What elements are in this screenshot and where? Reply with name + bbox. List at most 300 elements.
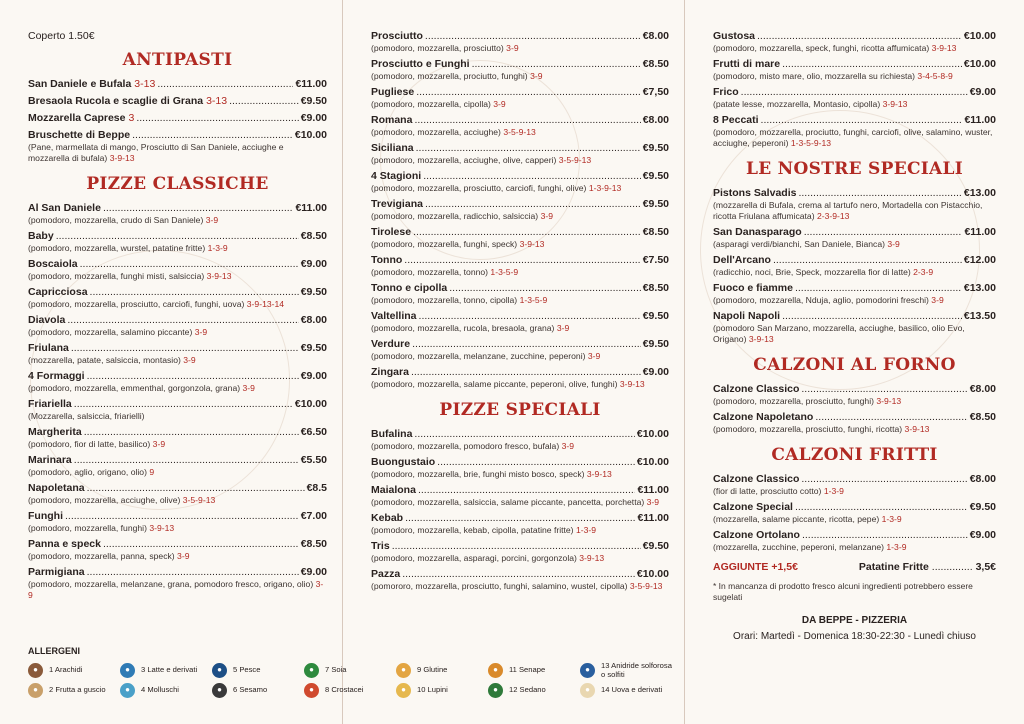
menu-item-name: Bufalina	[371, 428, 413, 440]
dot-leader	[419, 310, 641, 323]
menu-item-name: Diavola	[28, 314, 66, 326]
menu-item-name: San Daniele e Bufala	[28, 78, 132, 90]
dot-leader	[103, 202, 294, 215]
menu-item	[371, 30, 669, 54]
allergen-label: 9 Glutine	[417, 665, 448, 675]
menu-item-description	[371, 239, 669, 250]
menu-item-row	[28, 454, 327, 467]
allergen-item	[28, 662, 120, 679]
menu-item-row	[28, 78, 327, 91]
menu-item-price: €9.50	[969, 501, 996, 513]
menu-item-row	[28, 370, 327, 383]
footer	[713, 613, 996, 645]
menu-item-allergens: 3-9	[530, 71, 543, 81]
allergen-item	[212, 662, 304, 679]
menu-item-price: €8.50	[642, 226, 669, 238]
menu-item-ingredients: (asparagi verdi/bianchi, San Daniele, Bianca)	[713, 239, 885, 249]
menu-item-description	[713, 99, 996, 110]
sulphite-icon: ●	[580, 663, 595, 678]
antipasti-title: ANTIPASTI	[122, 50, 233, 70]
menu-item-price: €13.00	[963, 187, 996, 199]
menu-item-price: €8.50	[642, 58, 669, 70]
menu-item-allergens: 3-5-9-13	[558, 155, 592, 165]
menu-item-name: Napoli Napoli	[713, 310, 781, 322]
menu-item-price: €9.50	[300, 286, 327, 298]
menu-item	[28, 129, 327, 164]
menu-item-name: Pistons Salvadis	[713, 187, 797, 199]
menu-item-allergens: 3-9	[205, 215, 219, 225]
menu-item	[371, 86, 669, 110]
menu-item-ingredients: (pomodoro, mozzarella, asparagi, porcini, gorgonzola)	[371, 553, 577, 563]
dot-leader	[449, 282, 640, 295]
menu-item-allergens: 3-9	[561, 441, 575, 451]
menu-item-name: Maialona	[371, 484, 416, 496]
menu-item-ingredients: (pomodoro, mozzarella, crudo di San Daniele)	[28, 215, 204, 225]
menu-item	[371, 142, 669, 166]
menu-item-allergens: 1-3-5-9-13	[790, 138, 832, 148]
dot-leader	[136, 112, 298, 125]
menu-item-row	[713, 86, 996, 99]
menu-item-allergens: 3-9-13	[149, 523, 175, 533]
calzoni-forno-title: CALZONI AL FORNO	[753, 355, 956, 375]
menu-item-price: €9.00	[969, 529, 996, 541]
menu-item	[713, 411, 996, 435]
menu-item-ingredients: (pomodoro, mozzarella, rucola, bresaola, grana)	[371, 323, 555, 333]
menu-item-price: €10.00	[963, 30, 996, 42]
mustard-icon: ●	[488, 663, 503, 678]
menu-item-row	[371, 58, 669, 71]
menu-item	[28, 538, 327, 562]
menu-item-description	[713, 323, 996, 345]
allergen-label: 3 Latte e derivati	[141, 665, 198, 675]
menu-item-description	[28, 551, 327, 562]
pizze-speciali-title: PIZZE SPECIALI	[439, 400, 601, 420]
allergen-item	[304, 662, 396, 679]
menu-item-ingredients: (pomodoro, mozzarella, prosciutto, funghi)	[713, 396, 874, 406]
menu-item	[371, 310, 669, 334]
menu-item-price: €8.00	[300, 314, 327, 326]
menu-item-row	[371, 142, 669, 155]
dot-leader	[802, 529, 968, 542]
nostre-speciali-list	[713, 187, 996, 345]
menu-item-ingredients: (radicchio, noci, Brie, Speck, mozzarella fior di latte)	[713, 267, 911, 277]
menu-item-name: Friulana	[28, 342, 69, 354]
menu-item-row	[371, 282, 669, 295]
menu-item-name: Romana	[371, 114, 413, 126]
menu-item-price: €5.50	[300, 454, 327, 466]
menu-item-description	[371, 525, 669, 536]
menu-item-description	[28, 579, 327, 601]
menu-item-name: Al San Daniele	[28, 202, 101, 214]
menu-item-description	[371, 295, 669, 306]
menu-item-name: San Danasparago	[713, 226, 802, 238]
menu-item-row	[371, 170, 669, 183]
patatine-row: Patatine Fritte .............. 3,5€	[858, 561, 996, 573]
menu-item-name: Buongustaio	[371, 456, 436, 468]
menu-item-name: 4 Stagioni	[371, 170, 422, 182]
menu-item	[713, 529, 996, 553]
menu-item-price: €8.00	[642, 114, 669, 126]
menu-item-allergens: 3-9	[177, 551, 190, 561]
menu-item	[713, 86, 996, 110]
menu-item-description	[713, 514, 996, 525]
dot-leader	[412, 338, 641, 351]
pizze-extra-list	[713, 30, 996, 149]
menu-item-ingredients: (pomodoro, mozzarella, emmenthal, gorgonzola, grana)	[28, 383, 241, 393]
menu-item-allergens: 1-3-9	[207, 243, 228, 253]
menu-item-description	[371, 71, 669, 82]
menu-item-allergens: 3-9-13	[109, 153, 135, 163]
menu-item-price: €9.50	[300, 95, 327, 107]
menu-item-price: €13.00	[963, 282, 996, 294]
menu-item-allergens: 3-9-13	[586, 469, 612, 479]
menu-item-allergens: 3-9-13	[206, 271, 232, 281]
menu-item-allergens: 3-9	[887, 239, 900, 249]
menu-item-allergens: 1-3-5-9	[490, 267, 519, 277]
dot-leader	[425, 198, 641, 211]
menu-item-ingredients: (pomodoro, mozzarella, salamino piccante)	[28, 327, 193, 337]
menu-item-description	[713, 295, 996, 306]
menu-item-price: €11.00	[637, 512, 669, 524]
menu-item-description	[713, 43, 996, 54]
menu-item-name: Marinara	[28, 454, 72, 466]
column-middle	[342, 0, 683, 724]
menu-item-description	[28, 271, 327, 282]
menu-item	[28, 95, 327, 108]
menu-item-ingredients: (mozzarella di Bufala, crema al tartufo nero, Mortadella con Pistacchio, ricotta Friulana affumicata)	[713, 200, 983, 221]
menu-item-ingredients: (pomodoro, mozzarella, Nduja, aglio, pomodorini freschi)	[713, 295, 929, 305]
dot-leader	[418, 484, 636, 497]
menu-item-name: Trevigiana	[371, 198, 423, 210]
menu-item-ingredients: (pomodoro, mozzarella, acciughe, olive)	[28, 495, 181, 505]
menu-item-ingredients: (Mozzarella, salsiccia, friarielli)	[28, 411, 145, 421]
menu-item-description	[28, 215, 327, 226]
menu-item-ingredients: (mozzarella, patate, salsiccia, montasio)	[28, 355, 181, 365]
menu-item-price: €8.00	[969, 473, 996, 485]
menu-item-name: Fuoco e fiamme	[713, 282, 793, 294]
menu-item-description	[713, 71, 996, 82]
menu-item	[28, 286, 327, 310]
fish-icon: ●	[212, 663, 227, 678]
menu-item-row	[28, 426, 327, 439]
menu-item	[371, 282, 669, 306]
menu-item-ingredients: (pomodoro, mozzarella, funghi, speck)	[371, 239, 518, 249]
dot-leader	[229, 95, 299, 108]
allergen-item	[396, 683, 488, 698]
dot-leader	[80, 258, 299, 271]
menu-item-description	[371, 155, 669, 166]
menu-item-price: €7.00	[300, 510, 327, 522]
menu-item	[28, 454, 327, 478]
menu-item-row	[371, 310, 669, 323]
menu-item-price: €9.50	[642, 540, 669, 552]
dot-leader	[798, 187, 961, 200]
menu-item-ingredients: (mozzarella, zucchine, peperoni, melanzane)	[713, 542, 885, 552]
menu-item-row	[371, 254, 669, 267]
menu-item-row	[371, 428, 669, 441]
menu-item-name: Parmigiana	[28, 566, 85, 578]
dot-leader	[416, 142, 641, 155]
dot-leader	[87, 566, 299, 579]
menu-item-description	[371, 43, 669, 54]
dot-leader	[392, 540, 641, 553]
menu-item	[371, 456, 669, 480]
menu-item	[28, 202, 327, 226]
allergen-item	[396, 662, 488, 679]
menu-item-allergens: 3-5-9-13	[503, 127, 536, 137]
nostre-speciali-title: LE NOSTRE SPECIALI	[745, 159, 964, 179]
menu-item-price: €7,50	[642, 86, 669, 98]
menu-item-ingredients: (mozzarella, salame piccante, ricotta, pepe)	[713, 514, 880, 524]
menu-item-row	[713, 114, 996, 127]
menu-item	[713, 254, 996, 278]
menu-item-allergens: 1-3-9	[881, 514, 902, 524]
dot-leader	[741, 86, 968, 99]
menu-item-allergens: 3-9	[646, 497, 660, 507]
dot-leader	[67, 314, 298, 327]
menu-item-allergens: 3-9	[194, 327, 208, 337]
menu-item-row	[713, 30, 996, 43]
menu-item-row	[713, 254, 996, 267]
dot-leader	[414, 428, 634, 441]
dot-leader	[405, 512, 635, 525]
menu-item-price: €9.00	[969, 86, 996, 98]
menu-item	[371, 366, 669, 390]
pizze-classiche-title: PIZZE CLASSICHE	[86, 174, 269, 194]
menu-item	[371, 338, 669, 362]
allergen-label: 14 Uova e derivati	[601, 685, 663, 695]
menu-item-ingredients: (pomororo, mozzarella, prosciutto, funghi, salamino, wustel, cipolla)	[371, 581, 628, 591]
menu-item	[371, 568, 669, 592]
menu-item-price: €8.50	[969, 411, 996, 423]
menu-item-description	[371, 379, 669, 390]
menu-item-description	[371, 127, 669, 138]
footer-hours: Orari: Martedì - Domenica 18:30-22:30 - Lunedì chiuso	[733, 631, 976, 642]
menu-item	[371, 484, 669, 508]
menu-item-price: €12.00	[963, 254, 996, 266]
allergen-label: 5 Pesce	[233, 665, 261, 675]
menu-item-allergens: 1-3-9-13	[588, 183, 622, 193]
menu-item-row	[28, 286, 327, 299]
menu-item-ingredients: (fior di latte, prosciutto cotto)	[713, 486, 822, 496]
menu-item-price: €9.50	[642, 310, 669, 322]
menu-item-name: Valtellina	[371, 310, 417, 322]
menu-item-row	[713, 187, 996, 200]
menu-item-description	[28, 411, 327, 422]
dot-leader	[425, 30, 641, 43]
menu-item-name: Calzone Classico	[713, 473, 800, 485]
menu-item-allergens: 3-9	[152, 439, 166, 449]
menu-item-ingredients: (pomodoro, mozzarella, prosciutto, carciofi, funghi, olive)	[371, 183, 587, 193]
menu-item-description	[713, 200, 996, 222]
menu-item-price: €8.50	[300, 538, 327, 550]
menu-item-row	[28, 95, 327, 108]
menu-item-row	[713, 282, 996, 295]
dot-leader	[773, 254, 962, 267]
menu-item	[713, 501, 996, 525]
menu-item	[713, 310, 996, 345]
menu-item-price: €9.50	[642, 142, 669, 154]
dot-leader	[87, 482, 305, 495]
menu-item-allergens: 3	[128, 112, 135, 124]
soy-icon: ●	[304, 663, 319, 678]
menu-item-name: Calzone Ortolano	[713, 529, 800, 541]
sesame-icon: ●	[212, 683, 227, 698]
menu-item-row	[28, 566, 327, 579]
menu-item-price: €8.50	[642, 282, 669, 294]
menu-item-ingredients: (pomodoro, mozzarella, kebab, cipolla, patatine fritte)	[371, 525, 574, 535]
menu-item-description	[371, 267, 669, 278]
menu-item	[713, 187, 996, 222]
menu-item-allergens: 3-9-13	[519, 239, 545, 249]
menu-item-price: €8.00	[642, 30, 669, 42]
menu-item	[713, 282, 996, 306]
menu-item-name: Siciliana	[371, 142, 414, 154]
menu-item-description	[28, 439, 327, 450]
menu-item-name: Frutti di mare	[713, 58, 781, 70]
menu-item-name: 4 Formaggi	[28, 370, 85, 382]
menu-item-name: Capricciosa	[28, 286, 88, 298]
allergen-label: 1 Arachidi	[49, 665, 83, 675]
menu-item-name: Verdure	[371, 338, 411, 350]
allergen-item	[580, 683, 672, 698]
menu-item-price: €9.00	[300, 112, 327, 124]
menu-item-allergens: 3-9	[540, 211, 553, 221]
egg-icon: ●	[580, 683, 595, 698]
menu-item-ingredients: (pomodoro, mozzarella, prociutto, funghi)	[371, 71, 528, 81]
allergen-label: 4 Molluschi	[141, 685, 179, 695]
menu-item-name: Calzone Napoletano	[713, 411, 814, 423]
menu-item	[371, 170, 669, 194]
dot-leader	[801, 383, 967, 396]
dot-leader	[103, 538, 299, 551]
dot-leader	[416, 86, 641, 99]
menu-item-name: Tonno e cipolla	[371, 282, 448, 294]
menu-item-allergens: 3-9	[556, 323, 570, 333]
patatine-price: 3,5€	[975, 561, 996, 573]
menu-item-description	[371, 211, 669, 222]
menu-item-description	[371, 553, 669, 564]
allergen-label: 8 Crostacei	[325, 685, 364, 695]
menu-item-price: €9.00	[300, 566, 327, 578]
antipasti-list	[28, 78, 327, 164]
dot-leader	[757, 30, 962, 43]
menu-item-name: Zingara	[371, 366, 409, 378]
menu-item	[371, 198, 669, 222]
menu-item	[713, 226, 996, 250]
menu-item-row	[713, 58, 996, 71]
dot-leader	[413, 226, 641, 239]
menu-item-row	[713, 501, 996, 514]
menu-item-row	[713, 383, 996, 396]
menu-item-description	[713, 127, 996, 149]
menu-item-name: Dell'Arcano	[713, 254, 771, 266]
menu-item-allergens: 3-9	[587, 351, 601, 361]
menu-item	[28, 258, 327, 282]
menu-item-description	[28, 467, 327, 478]
menu-item-row	[371, 338, 669, 351]
menu-item-ingredients: (pomodoro, mozzarella, salame piccante, peperoni, olive, funghi)	[371, 379, 618, 389]
menu-item-description	[713, 239, 996, 250]
menu-item-allergens: 1-3-9	[823, 486, 844, 496]
dot-leader	[801, 473, 967, 486]
menu-item-price: €9.50	[642, 170, 669, 182]
menu-item-row	[371, 484, 669, 497]
menu-item-price: €6.50	[300, 426, 327, 438]
menu-item-description	[371, 497, 669, 508]
menu-item-description	[28, 495, 327, 506]
menu-item	[28, 78, 327, 91]
menu-item-name: Calzone Classico	[713, 383, 800, 395]
menu-item-allergens: 3-9-13-14	[246, 299, 285, 309]
allergen-item	[488, 683, 580, 698]
menu-item	[28, 482, 327, 506]
menu-item-ingredients: (pomodoro, mozzarella, pomodoro fresco, bufala)	[371, 441, 560, 451]
menu-item-ingredients: (pomodoro, mozzarella, panna, speck)	[28, 551, 175, 561]
menu-item-allergens: 3-9-13	[931, 43, 957, 53]
menu-item-row	[28, 538, 327, 551]
menu-item-row	[713, 473, 996, 486]
dot-leader	[90, 286, 299, 299]
menu-item-description	[371, 99, 669, 110]
menu-item-row	[28, 129, 327, 142]
menu-item-row	[28, 482, 327, 495]
dot-leader	[402, 568, 635, 581]
menu-item-ingredients: (pomodoro, mozzarella, salsiccia, salame piccante, pancetta, porchetta)	[371, 497, 645, 507]
crustacean-icon: ●	[304, 683, 319, 698]
menu-item-name: 8 Peccati	[713, 114, 759, 126]
menu-item	[713, 114, 996, 149]
menu-item-ingredients: (pomodoro, mozzarella, prosciutto, funghi, ricotta)	[713, 424, 903, 434]
menu-item	[371, 254, 669, 278]
menu-item-price: €9.00	[300, 258, 327, 270]
menu-item-allergens: 3-9	[28, 579, 324, 600]
allergen-item	[488, 662, 580, 679]
menu-item-allergens: 3-4-5-8-9	[917, 71, 953, 81]
menu-item-price: €9.50	[300, 342, 327, 354]
allergeni-section	[28, 646, 678, 698]
menu-item-ingredients: (Pane, marmellata di mango, Prosciutto di San Daniele, acciughe e mozzarella di bufala)	[28, 142, 284, 163]
menu-item-description	[371, 183, 669, 194]
menu-item-price: €8.00	[969, 383, 996, 395]
menu-item-row	[371, 226, 669, 239]
menu-item-ingredients: (pomodoro San Marzano, mozzarella, acciughe, basilico, olio Evo, Origano)	[713, 323, 965, 344]
menu-item	[28, 342, 327, 366]
menu-item-ingredients: (pomodoro, mozzarella, prosciutto)	[371, 43, 504, 53]
menu-item	[713, 58, 996, 82]
dot-leader	[56, 230, 299, 243]
menu-item-name: Margherita	[28, 426, 82, 438]
menu-item-price: €9.00	[300, 370, 327, 382]
dot-leader	[411, 366, 641, 379]
dot-leader	[71, 342, 299, 355]
column-left	[0, 0, 341, 724]
menu-item-ingredients: (pomodoro, mozzarella, melanzane, zucchine, peperoni)	[371, 351, 586, 361]
menu-item-description	[371, 581, 669, 592]
menu-item	[28, 566, 327, 601]
menu-item-allergens: 3-9-13	[882, 99, 908, 109]
dot-leader	[74, 398, 293, 411]
menu-item	[28, 510, 327, 534]
dot-leader	[87, 370, 299, 383]
menu-item-allergens: 3-9-13	[619, 379, 645, 389]
nut-icon: ●	[28, 683, 43, 698]
menu-item-ingredients: (pomodoro, mozzarella, prociutto, funghi, carciofi, olive, salamino, wuster, acciughe, peperoni)	[713, 127, 993, 148]
menu-item-allergens: 3-9	[931, 295, 944, 305]
menu-item-ingredients: (pomodoro, mozzarella, funghi misti, salsiccia)	[28, 271, 205, 281]
menu-item-name: Calzone Special	[713, 501, 793, 513]
menu-item-ingredients: (pomodoro, fior di latte, basilico)	[28, 439, 151, 449]
